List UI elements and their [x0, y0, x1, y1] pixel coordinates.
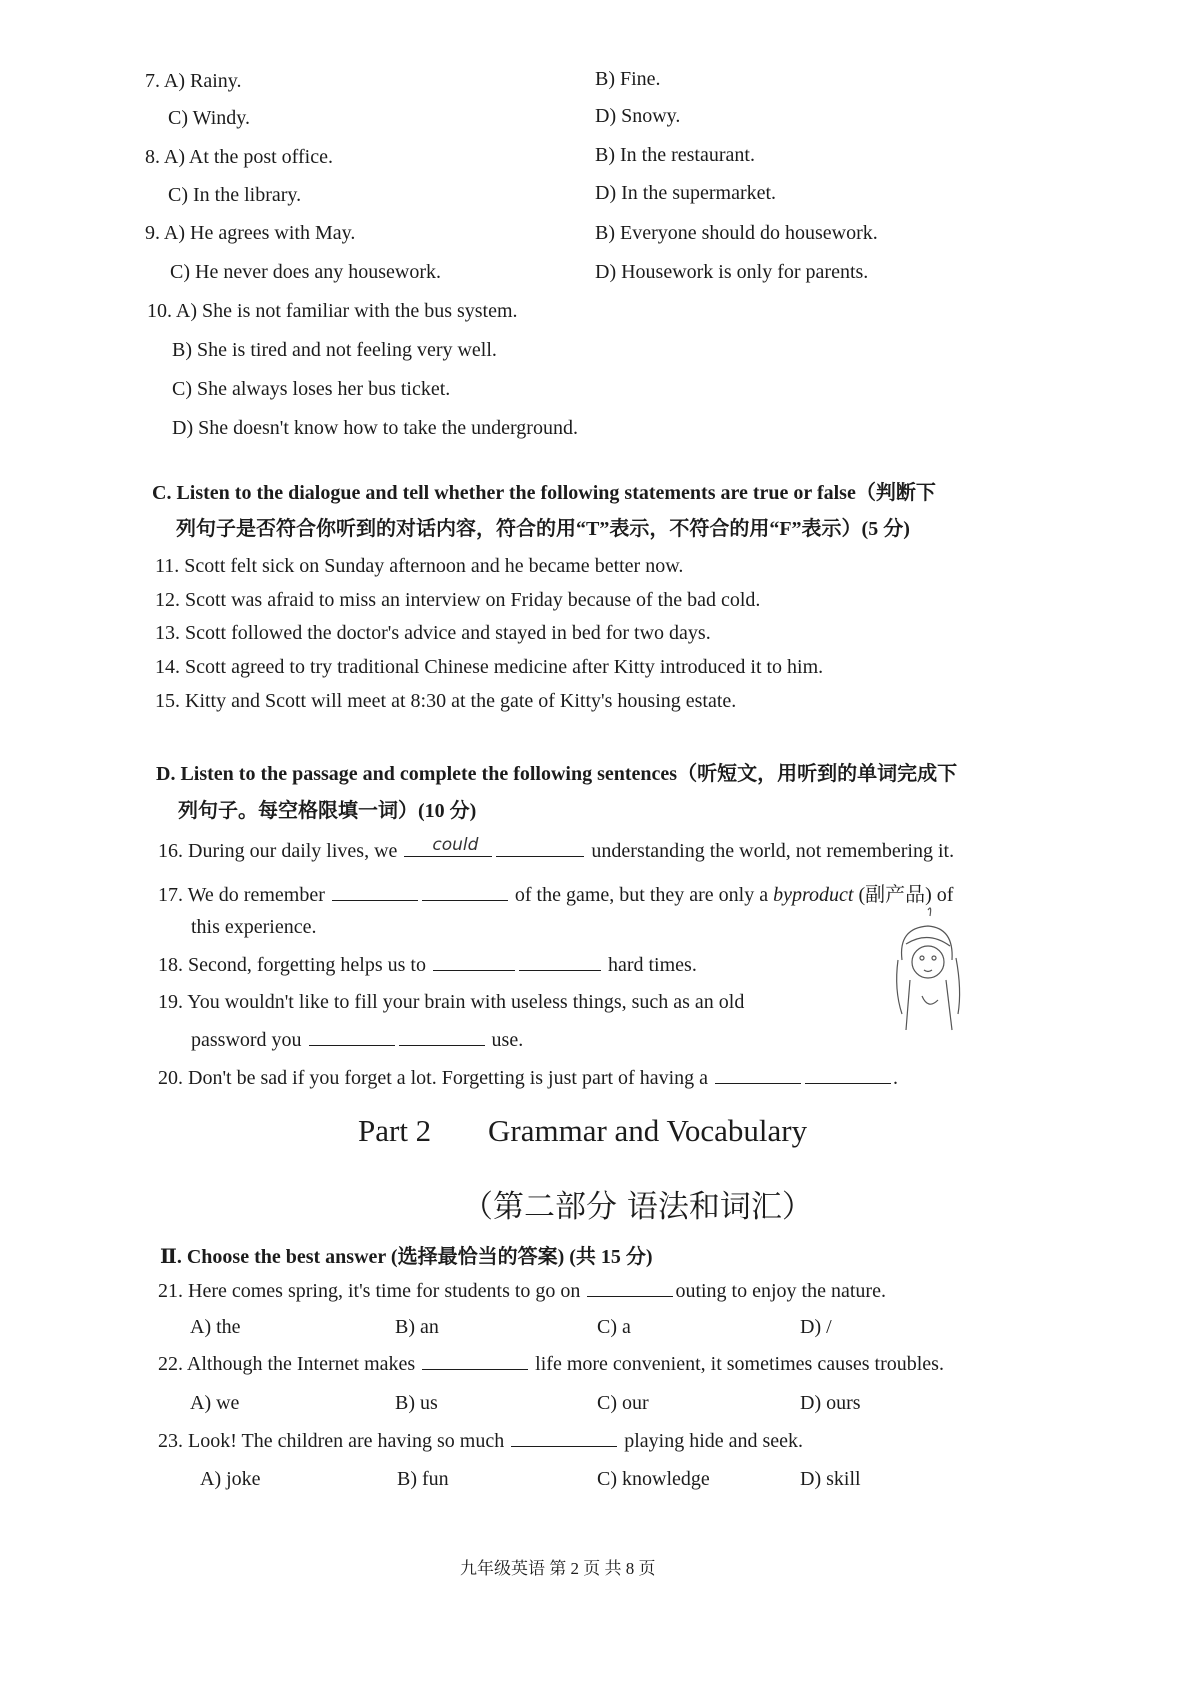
- q23-option-d: D) skill: [800, 1468, 861, 1490]
- q7-option-a: 7. A) Rainy.: [145, 70, 242, 92]
- statement-12: 12. Scott was afraid to miss an interview on Friday because of the bad cold.: [155, 589, 761, 611]
- statement-14: 14. Scott agreed to try traditional Chinese medicine after Kitty introduced it to him.: [155, 656, 824, 678]
- statement-11: 11. Scott felt sick on Sunday afternoon and he became better now.: [155, 555, 684, 577]
- q17-blank-1: [332, 899, 418, 901]
- q18-blank-1: [433, 969, 515, 971]
- q9-option-d: D) Housework is only for parents.: [595, 261, 869, 283]
- q22-option-b: B) us: [395, 1392, 438, 1414]
- q8-option-b: B) In the restaurant.: [595, 144, 755, 166]
- q10-option-d: D) She doesn't know how to take the underground.: [172, 417, 578, 439]
- q23-blank: [511, 1445, 617, 1447]
- q7-option-d: D) Snowy.: [595, 105, 681, 127]
- question-21: 21. Here comes spring, it's time for students to go on outing to enjoy the nature.: [158, 1280, 886, 1302]
- q19-blank-2: [399, 1044, 485, 1046]
- q8-option-d: D) In the supermarket.: [595, 182, 777, 204]
- q20-blank-2: [805, 1082, 891, 1084]
- q22-option-d: D) ours: [800, 1392, 861, 1414]
- q16-blank-2: [496, 855, 584, 857]
- question-22: 22. Although the Internet makes life more convenient, it sometimes causes troubles.: [158, 1353, 944, 1375]
- q21-option-b: B) an: [395, 1316, 439, 1338]
- q9-option-c: C) He never does any housework.: [170, 261, 442, 283]
- q23-option-c: C) knowledge: [597, 1468, 710, 1490]
- q9-option-a: 9. A) He agrees with May.: [145, 222, 356, 244]
- q8-option-a: 8. A) At the post office.: [145, 146, 333, 168]
- section-d-instruction-line2: 列句子。每空格限填一词）(10 分): [178, 800, 477, 822]
- q21-option-c: C) a: [597, 1316, 631, 1338]
- question-19-cont: password you use.: [191, 1029, 524, 1051]
- section-c-instruction-line1: C. Listen to the dialogue and tell whether the following statements are true or false（判断下: [152, 482, 936, 504]
- page-footer: 九年级英语 第 2 页 共 8 页: [460, 1559, 656, 1578]
- doodle-sketch: [888, 900, 974, 1040]
- q21-blank: [587, 1295, 673, 1297]
- q22-option-c: C) our: [597, 1392, 649, 1414]
- part2-label: Part 2: [358, 1113, 432, 1148]
- section-ii-heading: Ⅱ. Choose the best answer (选择最恰当的答案) (共 15 分): [160, 1246, 653, 1268]
- q18-blank-2: [519, 969, 601, 971]
- statement-13: 13. Scott followed the doctor's advice and stayed in bed for two days.: [155, 622, 711, 644]
- q9-option-b: B) Everyone should do housework.: [595, 222, 878, 244]
- section-c-instruction-line2: 列句子是否符合你听到的对话内容，符合的用“T”表示，不符合的用“F”表示）(5 分): [176, 518, 910, 540]
- q10-option-a: 10. A) She is not familiar with the bus system.: [147, 300, 518, 322]
- q16-blank-1: [404, 835, 492, 857]
- q19-blank-1: [309, 1044, 395, 1046]
- section-d-instruction-line1: D. Listen to the passage and complete the following sentences（听短文，用听到的单词完成下: [156, 763, 958, 785]
- question-19: 19. You wouldn't like to fill your brain with useless things, such as an old: [158, 991, 745, 1013]
- q21-option-d: D) /: [800, 1316, 832, 1338]
- q7-option-c: C) Windy.: [168, 107, 250, 129]
- statement-15: 15. Kitty and Scott will meet at 8:30 at the gate of Kitty's housing estate.: [155, 690, 737, 712]
- question-20: 20. Don't be sad if you forget a lot. Forgetting is just part of having a .: [158, 1067, 899, 1089]
- q10-option-b: B) She is tired and not feeling very well.: [172, 339, 497, 361]
- question-23: 23. Look! The children are having so much playing hide and seek.: [158, 1430, 804, 1452]
- question-17-cont: this experience.: [191, 916, 317, 938]
- question-16: 16. During our daily lives, we could understanding the world, not remembering it.: [158, 835, 955, 862]
- q7-option-b: B) Fine.: [595, 68, 661, 90]
- part2-title-cn: （第二部分 语法和词汇）: [462, 1189, 813, 1225]
- q20-blank-1: [715, 1082, 801, 1084]
- q16-handwritten-answer: could: [432, 835, 479, 855]
- question-17: 17. We do remember of the game, but they are only a byproduct (副产品) of: [158, 884, 954, 906]
- q23-option-a: A) joke: [200, 1468, 261, 1490]
- question-18: 18. Second, forgetting helps us to hard times.: [158, 954, 697, 976]
- q23-option-b: B) fun: [397, 1468, 449, 1490]
- q21-option-a: A) the: [190, 1316, 241, 1338]
- q10-option-c: C) She always loses her bus ticket.: [172, 378, 451, 400]
- q22-option-a: A) we: [190, 1392, 240, 1414]
- q8-option-c: C) In the library.: [168, 184, 302, 206]
- part2-title: Grammar and Vocabulary: [488, 1113, 808, 1148]
- q17-blank-2: [422, 899, 508, 901]
- q22-blank: [422, 1368, 528, 1370]
